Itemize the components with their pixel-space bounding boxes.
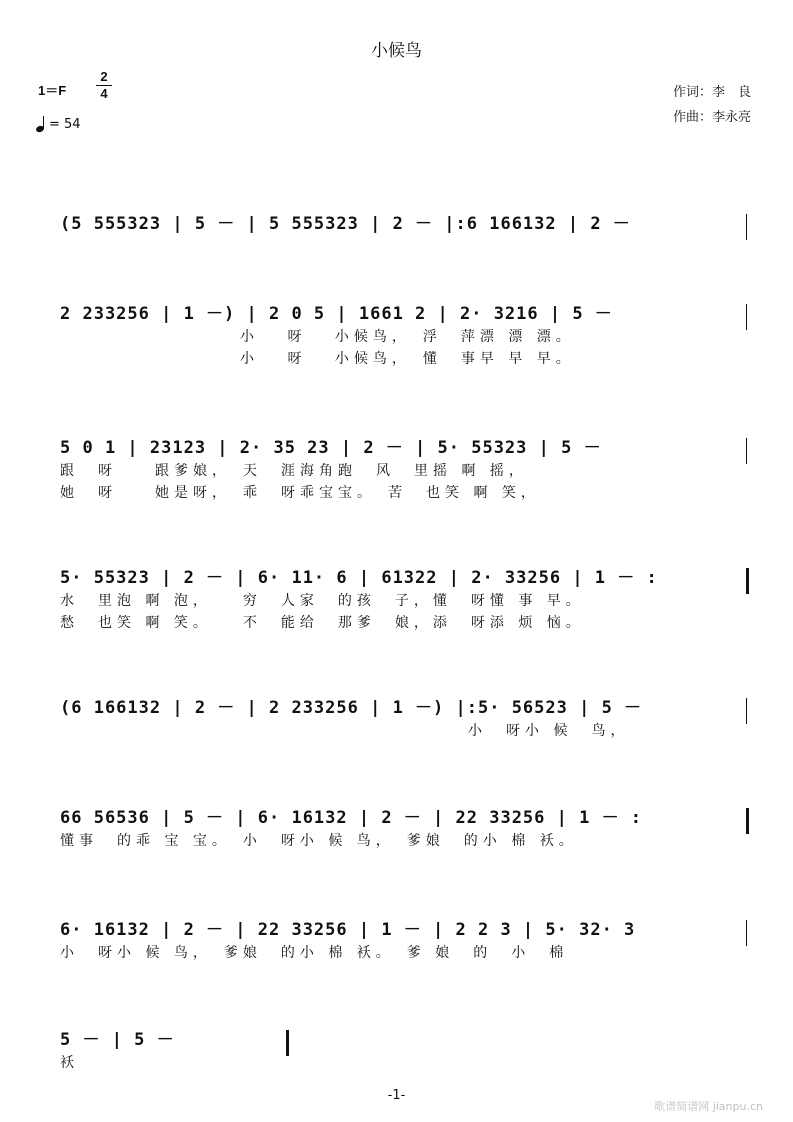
lyrics-verse-1: 水 里泡 啊 泡， 穷 人家 的孩 子，懂 呀懂 事 早。 bbox=[60, 593, 585, 609]
staff-row bbox=[60, 566, 750, 634]
staff-row bbox=[60, 212, 750, 280]
lyrics-verse-2 bbox=[60, 258, 750, 280]
staff-row bbox=[60, 436, 750, 504]
lyrics-verse-2: 她 呀 她是呀， 乖 呀乖宝宝。 苦 也笑 啊 笑， bbox=[60, 485, 540, 501]
staff-row bbox=[60, 302, 750, 370]
quarter-note-icon bbox=[36, 116, 46, 132]
song-title: 小候鸟 bbox=[371, 41, 422, 61]
staff-row bbox=[60, 918, 750, 964]
lyricist: 作词：李 良 bbox=[672, 85, 751, 100]
barline bbox=[746, 698, 747, 724]
lyrics-verse-2: 愁 也笑 啊 笑。 不 能给 那爹 娘，添 呀添 烦 恼。 bbox=[60, 615, 585, 631]
lyrics-verse-1: 小 呀小 候 鸟， 爹娘 的小 棉 袄。 爹 娘 的 小 棉 bbox=[60, 945, 569, 961]
staff-row bbox=[60, 696, 750, 742]
watermark: 歌谱简谱网 jianpu.cn bbox=[654, 1100, 763, 1113]
barline bbox=[746, 214, 747, 240]
staff-row bbox=[60, 1028, 750, 1074]
music-notation: 2 233256 | 1 －) | 2 0 5 | 1661 2 | 2· 3216 | 5 － bbox=[60, 304, 613, 324]
music-notation: (5 555323 | 5 － | 5 555323 | 2 － |:6 166132 | 2 － bbox=[60, 214, 631, 234]
time-signature-bottom: 4 bbox=[100, 86, 108, 101]
repeat-barline bbox=[746, 568, 749, 594]
barline bbox=[746, 304, 747, 330]
tempo-marking bbox=[36, 116, 81, 132]
composer: 作曲：李永亮 bbox=[672, 110, 751, 125]
music-notation: 5 － | 5 － bbox=[60, 1030, 175, 1050]
lyrics-verse-1: 小 呀小 候 鸟， bbox=[468, 723, 630, 739]
time-signature bbox=[96, 70, 112, 101]
key-signature: 1＝F bbox=[38, 83, 67, 98]
lyrics-verse-1 bbox=[60, 236, 750, 258]
final-barline bbox=[286, 1030, 289, 1056]
music-notation: (6 166132 | 2 － | 2 233256 | 1 －) |:5· 56523 | 5 － bbox=[60, 698, 643, 718]
music-notation: 5· 55323 | 2 － | 6· 11· 6 | 61322 | 2· 33256 | 1 － : bbox=[60, 568, 658, 588]
barline bbox=[746, 920, 747, 946]
page-number: -1- bbox=[387, 1088, 406, 1103]
lyrics-verse-1: 袄 bbox=[60, 1055, 79, 1071]
music-notation: 66 56536 | 5 － | 6· 16132 | 2 － | 22 33256 | 1 － : bbox=[60, 808, 643, 828]
time-signature-top: 2 bbox=[100, 69, 108, 84]
barline bbox=[746, 438, 747, 464]
credits bbox=[673, 80, 751, 130]
lyrics-verse-1: 小 呀 小候鸟， 浮 萍漂 漂 漂。 bbox=[240, 329, 575, 345]
lyrics-verse-2: 小 呀 小候鸟， 懂 事早 早 早。 bbox=[240, 351, 575, 367]
staff-row bbox=[60, 806, 750, 852]
music-notation: 5 0 1 | 23123 | 2· 35 23 | 2 － | 5· 55323 | 5 － bbox=[60, 438, 602, 458]
lyrics-verse-1: 跟 呀 跟爹娘， 天 涯海角跑 风 里摇 啊 摇， bbox=[60, 463, 528, 479]
repeat-barline bbox=[746, 808, 749, 834]
music-notation: 6· 16132 | 2 － | 22 33256 | 1 － | 2 2 3 | 5· 32· 3 bbox=[60, 920, 636, 940]
tempo-value: = 54 bbox=[49, 116, 81, 132]
lyrics-verse-1: 懂事 的乖 宝 宝。 小 呀小 候 鸟， 爹娘 的小 棉 袄。 bbox=[60, 833, 578, 849]
